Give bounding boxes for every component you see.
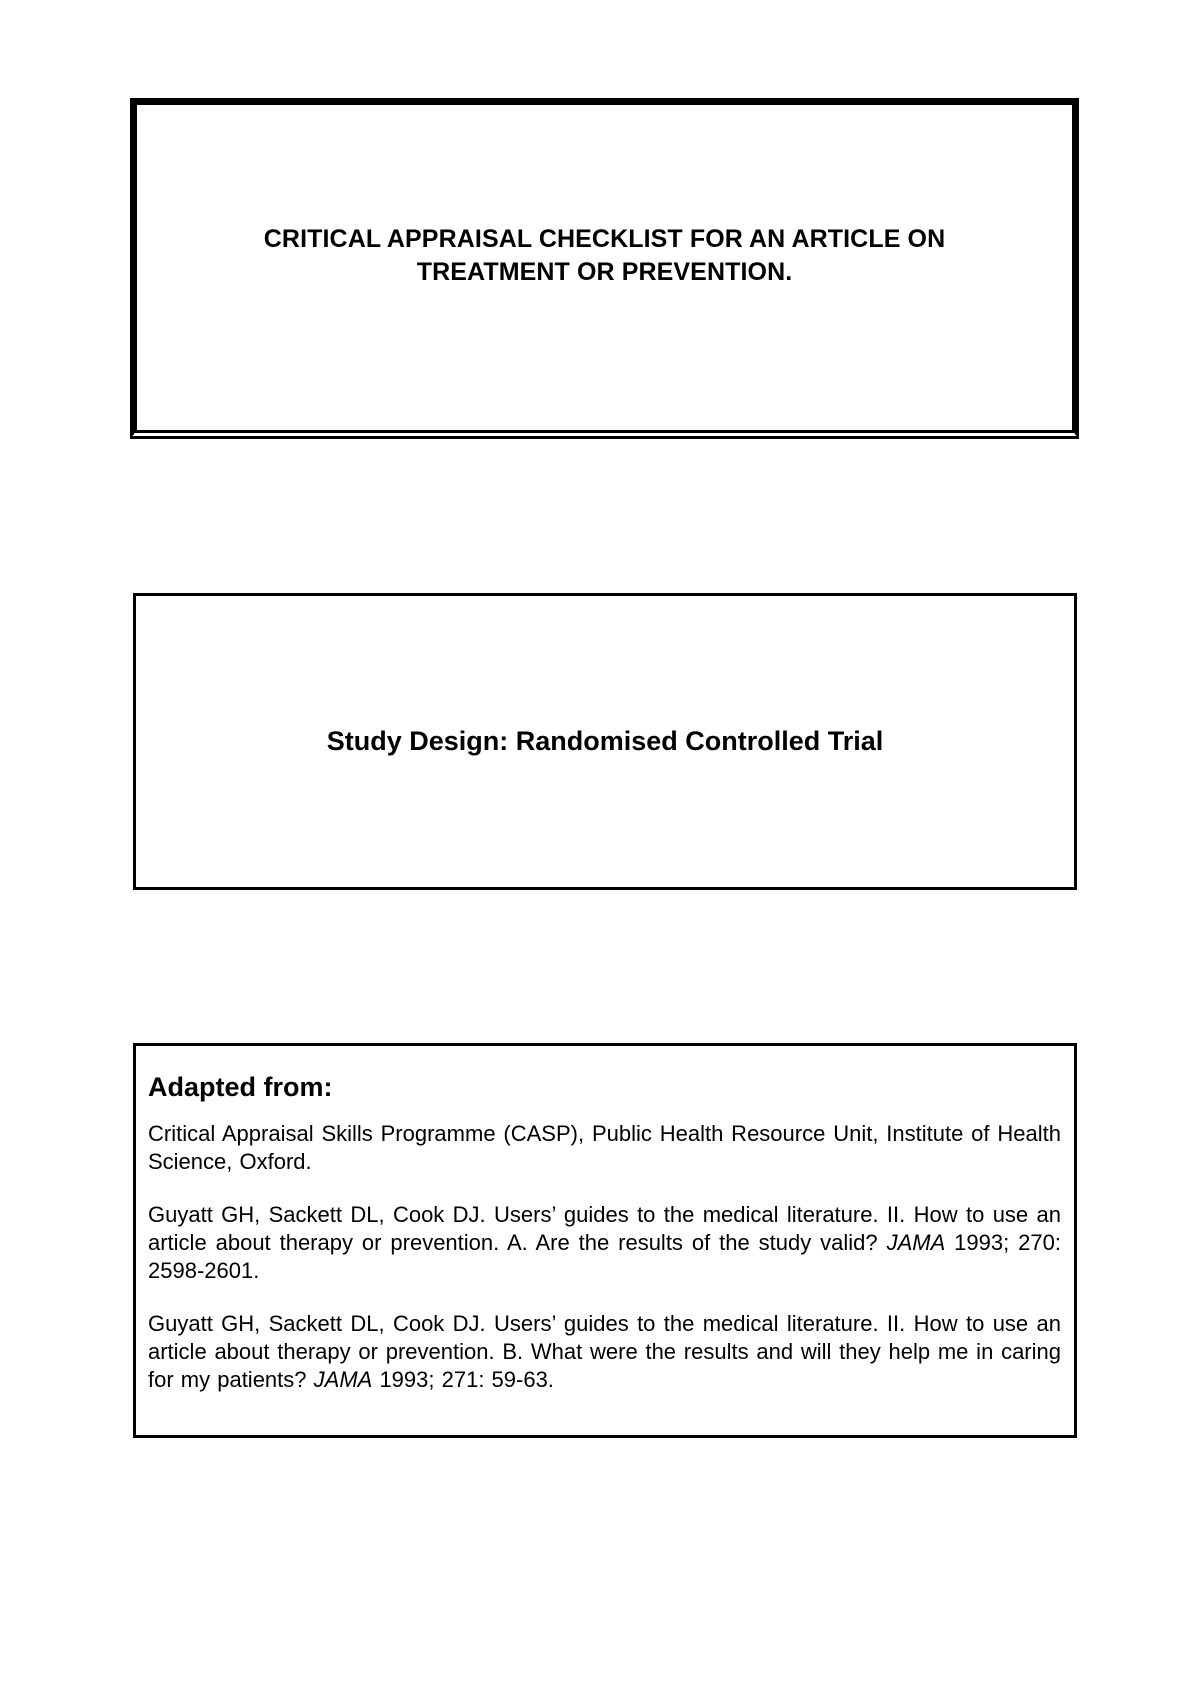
reference-guyatt-b-citation: 1993; 271: 59-63.	[372, 1367, 554, 1392]
reference-casp-text: Critical Appraisal Skills Programme (CASP), Public Health Resource Unit, Institute of Health Science, Oxford.	[148, 1121, 1061, 1174]
study-design-label: Study Design: Randomised Controlled Trial	[326, 726, 884, 756]
document-title	[264, 223, 945, 289]
reference-guyatt-b	[148, 1310, 1061, 1394]
reference-guyatt-a-text: Guyatt GH, Sackett DL, Cook DJ. Users’ guides to the medical literature. II. How to use an article about therapy or prevention. A. Are the results of the study valid?	[148, 1202, 1061, 1255]
reference-guyatt-a-journal: JAMA	[886, 1230, 946, 1255]
references-box	[133, 1043, 1077, 1438]
reference-guyatt-a-citation: 1993; 270: 2598-2601.	[148, 1230, 1061, 1283]
reference-guyatt-b-journal: JAMA	[313, 1367, 373, 1392]
title-line-2: TREATMENT OR PREVENTION.	[416, 257, 793, 286]
study-design-box	[133, 593, 1077, 890]
reference-casp	[148, 1120, 1061, 1176]
reference-guyatt-a	[148, 1201, 1061, 1285]
references-heading: Adapted from:	[148, 1072, 333, 1102]
title-line-1: CRITICAL APPRAISAL CHECKLIST FOR AN ARTICLE ON	[263, 224, 946, 253]
reference-guyatt-b-text: Guyatt GH, Sackett DL, Cook DJ. Users’ guides to the medical literature. II. How to use an article about therapy or prevention. B. What were the results and will they help me in caring for my patients?	[148, 1311, 1061, 1392]
title-box	[130, 98, 1079, 439]
